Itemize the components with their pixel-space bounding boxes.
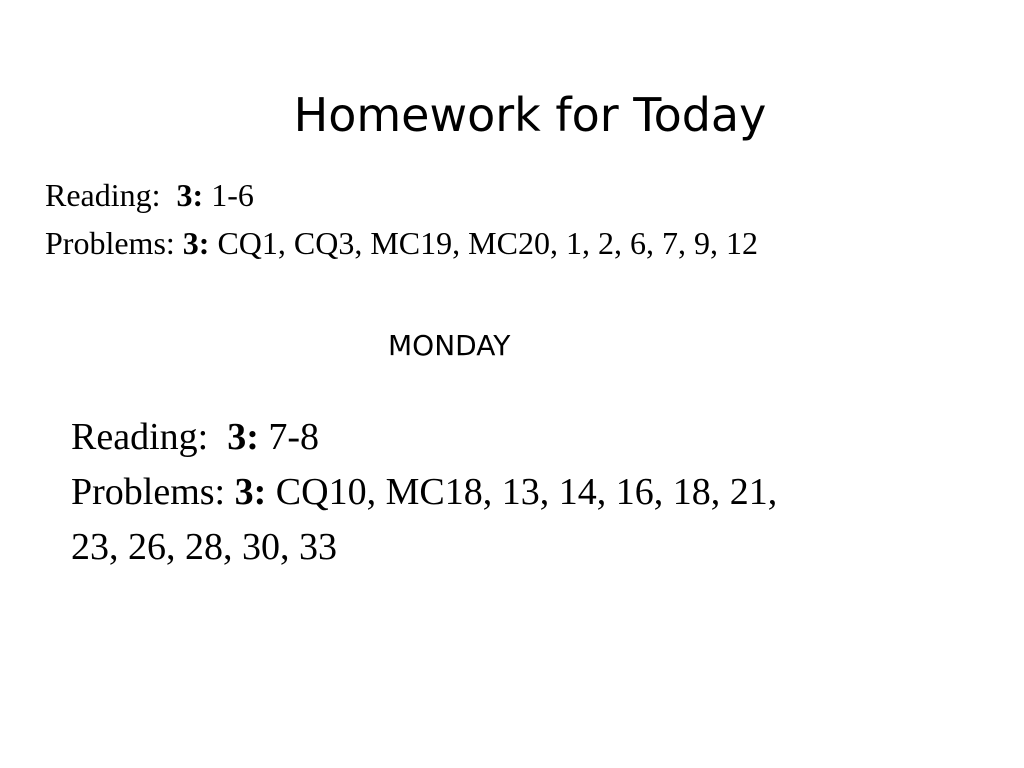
today-reading-line — [45, 171, 758, 219]
monday-reading-line — [71, 410, 777, 465]
today-reading-chapter: 3: — [176, 177, 204, 213]
today-problems-line — [45, 219, 758, 267]
monday-reading-chapter: 3: — [227, 416, 259, 458]
today-problems-label: Problems: — [45, 225, 183, 261]
monday-problems-label: Problems: — [71, 471, 235, 513]
monday-reading-sections: 7-8 — [258, 416, 320, 458]
monday-problems-line — [71, 465, 777, 520]
monday-problems-line-continued — [71, 520, 777, 575]
today-problems-chapter: 3: — [182, 225, 210, 261]
today-homework — [45, 171, 758, 267]
monday-problems-list-1: CQ10, MC18, 13, 14, 16, 18, 21, — [266, 471, 778, 513]
today-reading-label: Reading: — [45, 177, 177, 213]
monday-problems-list-2: 23, 26, 28, 30, 33 — [71, 526, 337, 568]
monday-homework — [71, 410, 777, 575]
slide-title: Homework for Today — [293, 88, 767, 142]
monday-reading-label: Reading: — [71, 416, 228, 458]
today-reading-sections: 1-6 — [203, 177, 254, 213]
monday-problems-chapter: 3: — [234, 471, 267, 513]
today-problems-list: CQ1, CQ3, MC19, MC20, 1, 2, 6, 7, 9, 12 — [209, 225, 758, 261]
day-label: MONDAY — [388, 329, 511, 362]
